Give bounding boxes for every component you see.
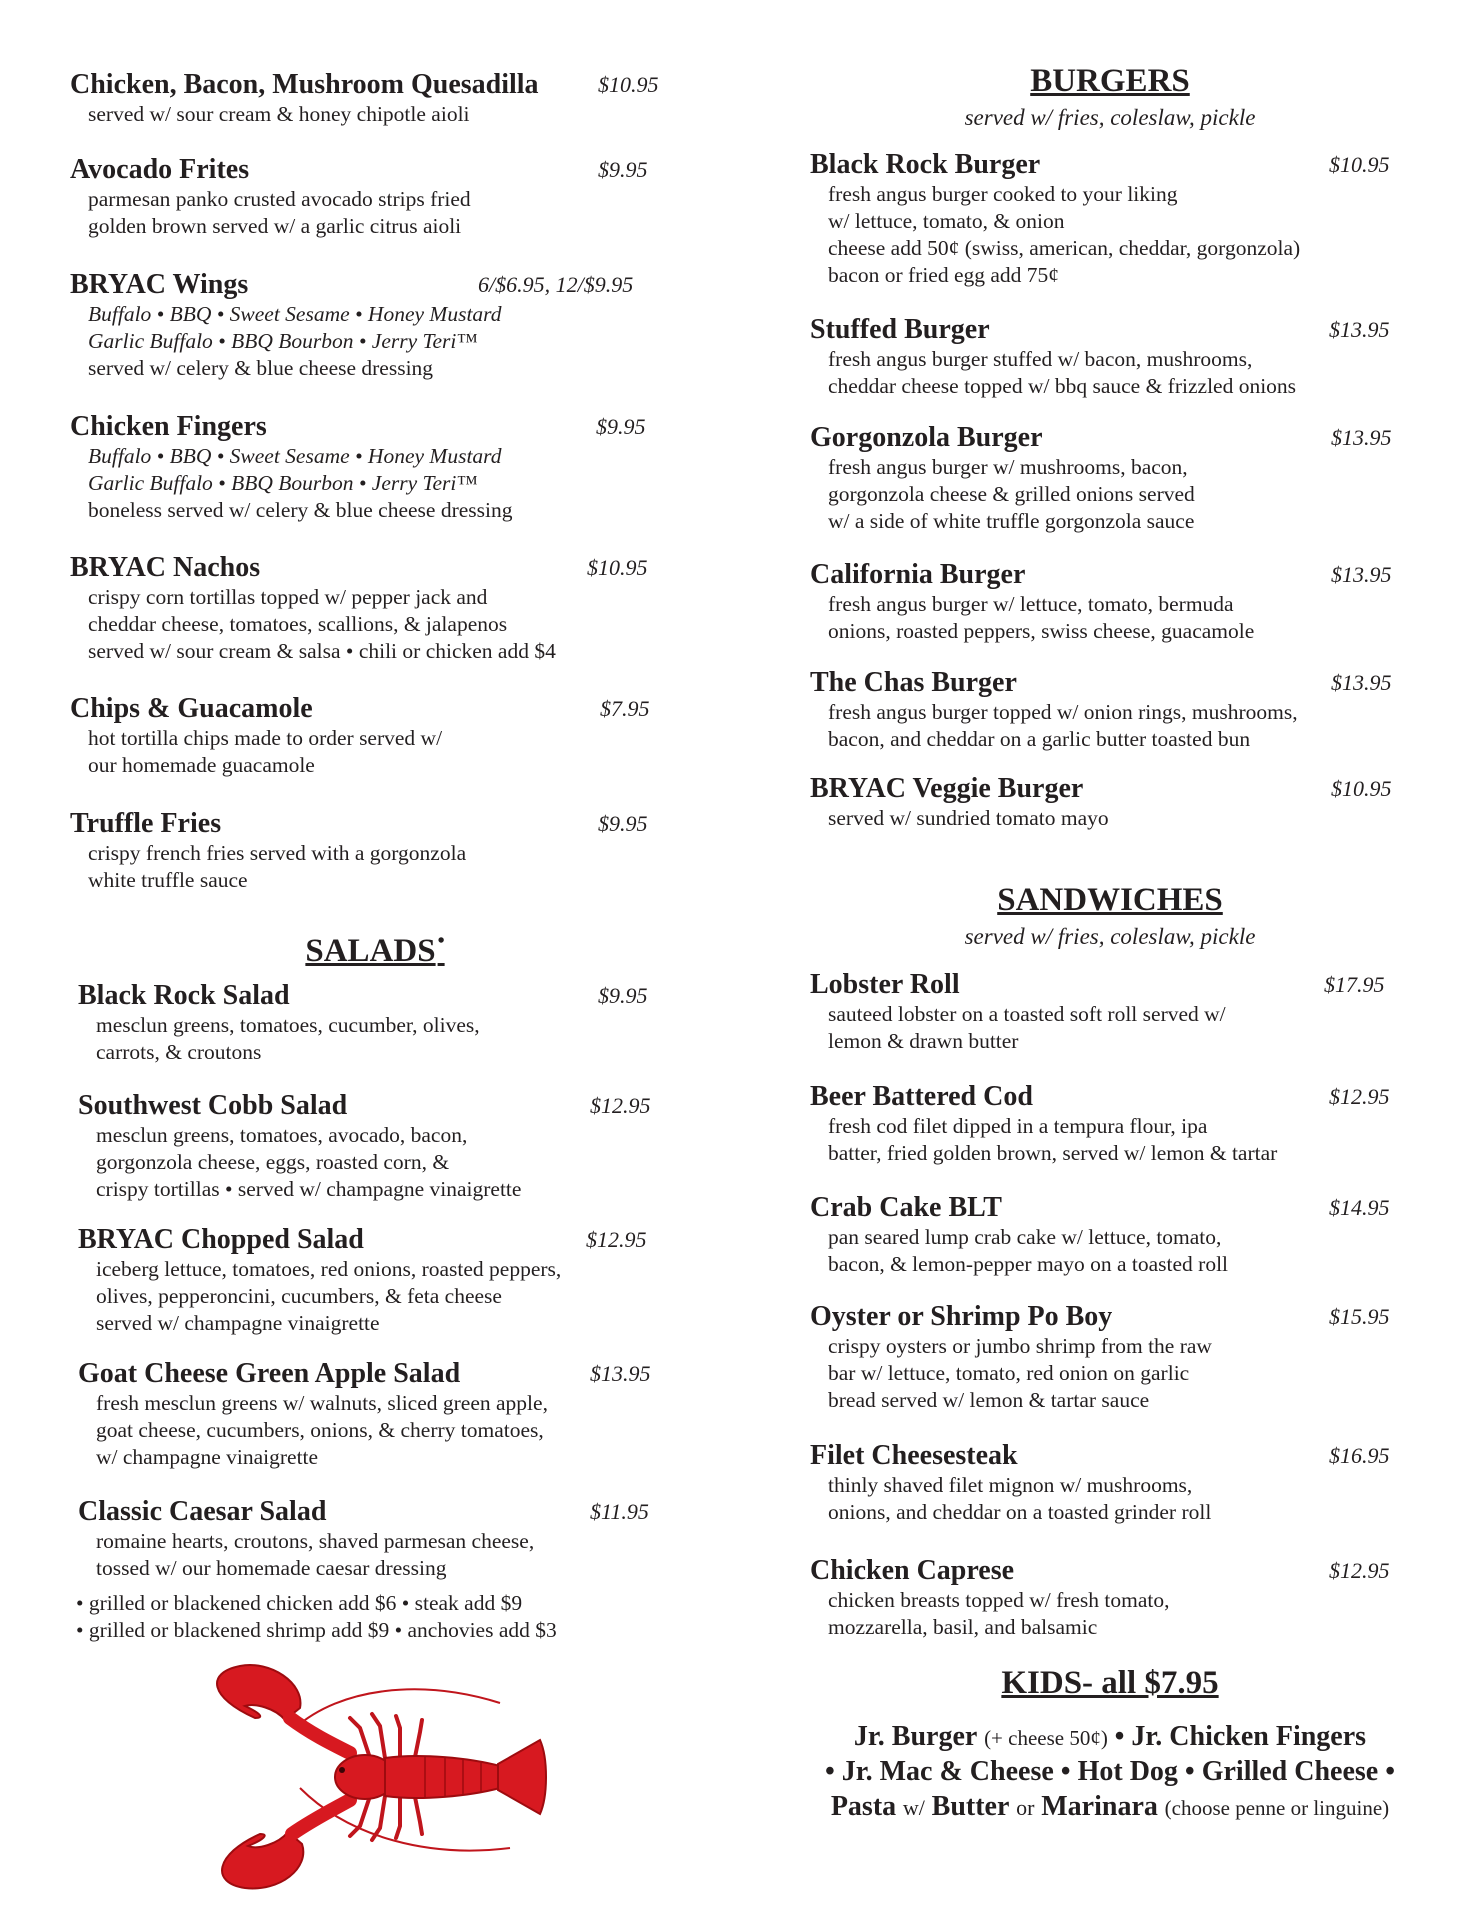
item-price: $10.95	[1331, 776, 1392, 801]
item-name: Stuffed Burger	[810, 314, 990, 345]
sauce-options: Garlic Buffalo • BBQ Bourbon • Jerry Teri™	[88, 329, 478, 353]
item-name: Goat Cheese Green Apple Salad	[78, 1358, 461, 1389]
item-name: Black Rock Burger	[810, 149, 1041, 180]
item-name: Beer Battered Cod	[810, 1081, 1033, 1112]
menu-item	[78, 1224, 680, 1337]
item-name: Chips & Guacamole	[70, 693, 313, 724]
item-price: $13.95	[590, 1361, 651, 1386]
item-price: $15.95	[1329, 1304, 1390, 1329]
kids-note: (+ cheese 50¢)	[984, 1726, 1108, 1750]
item-description: served w/ celery & blue cheese dressing	[88, 356, 434, 380]
item-name: Avocado Frites	[70, 154, 250, 185]
item-price: $13.95	[1331, 670, 1392, 695]
item-description: fresh cod filet dipped in a tempura flour, ipa	[828, 1114, 1208, 1138]
lobster-leg	[396, 1794, 400, 1838]
item-description: fresh angus burger w/ lettuce, tomato, bermuda	[828, 592, 1234, 616]
menu-item	[810, 773, 1410, 832]
lobster-icon	[200, 1658, 550, 1894]
salad-addon: • grilled or blackened shrimp add $9 • anchovies add $3	[76, 1618, 557, 1642]
lobster-tail	[498, 1740, 546, 1814]
item-description: cheddar cheese topped w/ bbq sauce & frizzled onions	[828, 374, 1297, 398]
item-price: $12.95	[586, 1227, 647, 1252]
menu-item	[70, 693, 680, 779]
item-description: gorgonzola cheese & grilled onions served	[828, 482, 1195, 506]
item-description: served w/ sundried tomato mayo	[828, 806, 1109, 830]
item-description: served w/ sour cream & honey chipotle aioli	[88, 102, 470, 126]
item-price: $13.95	[1331, 425, 1392, 450]
item-name: The Chas Burger	[810, 667, 1017, 698]
item-price: $16.95	[1329, 1443, 1390, 1468]
item-description: bar w/ lettuce, tomato, red onion on garlic	[828, 1361, 1190, 1385]
item-description: iceberg lettuce, tomatoes, red onions, roasted peppers,	[96, 1257, 562, 1281]
item-description: fresh angus burger w/ mushrooms, bacon,	[828, 455, 1188, 479]
section-title-salads: SALADS •	[305, 930, 445, 969]
item-name: Filet Cheesesteak	[810, 1440, 1018, 1471]
item-description: hot tortilla chips made to order served w/	[88, 726, 443, 750]
item-description: goat cheese, cucumbers, onions, & cherry tomatoes,	[96, 1418, 544, 1442]
item-description: sauteed lobster on a toasted soft roll served w/	[828, 1002, 1226, 1026]
menu-item	[70, 269, 680, 382]
item-price: $9.95	[596, 414, 646, 439]
item-description: bacon or fried egg add 75¢	[828, 263, 1060, 287]
item-description: golden brown served w/ a garlic citrus aioli	[88, 214, 462, 238]
lobster-eye	[339, 1767, 345, 1773]
item-description: white truffle sauce	[88, 868, 248, 892]
item-description: bread served w/ lemon & tartar sauce	[828, 1388, 1150, 1412]
kids-line: Pasta w/ Butter or Marinara (choose penne or linguine)	[830, 1791, 1390, 1822]
item-description: our homemade guacamole	[88, 753, 315, 777]
item-description: bacon, and cheddar on a garlic butter toasted bun	[828, 727, 1251, 751]
item-description: olives, pepperoncini, cucumbers, & feta cheese	[96, 1284, 502, 1308]
item-name: BRYAC Chopped Salad	[78, 1224, 364, 1255]
item-name: Lobster Roll	[810, 969, 960, 1000]
item-price: $9.95	[598, 811, 648, 836]
item-price: $9.95	[598, 983, 648, 1008]
item-name: BRYAC Wings	[70, 269, 249, 300]
item-price: $10.95	[598, 72, 659, 97]
item-name: Gorgonzola Burger	[810, 422, 1043, 453]
item-name: Black Rock Salad	[78, 980, 290, 1011]
kids-line	[810, 1719, 1410, 1756]
sauce-options: Garlic Buffalo • BBQ Bourbon • Jerry Teri™	[88, 471, 478, 495]
item-description: fresh angus burger topped w/ onion rings, mushrooms,	[828, 700, 1298, 724]
menu-item	[810, 559, 1410, 645]
item-price: $14.95	[1329, 1195, 1390, 1220]
item-description: pan seared lump crab cake w/ lettuce, tomato,	[828, 1225, 1222, 1249]
item-description: served w/ champagne vinaigrette	[96, 1311, 380, 1335]
item-description: mesclun greens, tomatoes, cucumber, olives,	[96, 1013, 480, 1037]
item-name: Truffle Fries	[70, 808, 222, 839]
item-description: gorgonzola cheese, eggs, roasted corn, &	[96, 1150, 450, 1174]
item-description: fresh angus burger stuffed w/ bacon, mushrooms,	[828, 347, 1253, 371]
item-description: carrots, & croutons	[96, 1040, 262, 1064]
item-description: tossed w/ our homemade caesar dressing	[96, 1556, 447, 1580]
item-name: Oyster or Shrimp Po Boy	[810, 1301, 1113, 1332]
menu-item	[78, 1358, 680, 1471]
item-price: $11.95	[590, 1499, 649, 1524]
item-name: Southwest Cobb Salad	[78, 1090, 348, 1121]
item-description: crispy corn tortillas topped w/ pepper jack and	[88, 585, 488, 609]
item-price: $9.95	[598, 157, 648, 182]
item-price: $17.95	[1324, 972, 1385, 997]
menu-item	[810, 1301, 1410, 1414]
item-price: $12.95	[1329, 1084, 1390, 1109]
menu-item	[70, 154, 680, 240]
menu-item	[810, 1081, 1410, 1167]
section-subtitle: served w/ fries, coleslaw, pickle	[964, 924, 1256, 949]
item-description: parmesan panko crusted avocado strips fried	[88, 187, 471, 211]
kids-item: • Jr. Chicken Fingers	[1114, 1721, 1367, 1752]
item-description: crispy french fries served with a gorgonzola	[88, 841, 467, 865]
menu-item	[70, 552, 680, 665]
item-description: bacon, & lemon-pepper mayo on a toasted roll	[828, 1252, 1229, 1276]
salad-addon: • grilled or blackened chicken add $6 • steak add $9	[76, 1591, 523, 1615]
menu-item	[70, 69, 680, 128]
item-description: cheddar cheese, tomatoes, scallions, & jalapenos	[88, 612, 508, 636]
sauce-options: Buffalo • BBQ • Sweet Sesame • Honey Mustard	[88, 444, 502, 468]
menu-item	[810, 149, 1410, 289]
menu-item	[810, 422, 1410, 535]
kids-item: • Jr. Mac & Cheese • Hot Dog • Grilled Cheese •	[824, 1756, 1396, 1787]
section-title-sandwiches: SANDWICHES	[997, 882, 1223, 918]
item-description: thinly shaved filet mignon w/ mushrooms,	[828, 1473, 1193, 1497]
item-description: cheese add 50¢ (swiss, american, cheddar, gorgonzola)	[828, 236, 1301, 260]
kids-line	[810, 1754, 1410, 1789]
kids-item: Butter	[931, 1791, 1010, 1822]
item-description: fresh angus burger cooked to your liking	[828, 182, 1178, 206]
item-price: $13.95	[1331, 562, 1392, 587]
item-price: 6/$6.95, 12/$9.95	[478, 272, 634, 297]
item-name: Chicken Caprese	[810, 1555, 1015, 1586]
section-title-burgers: BURGERS	[1030, 63, 1190, 99]
item-name: BRYAC Veggie Burger	[810, 773, 1084, 804]
item-name: Chicken, Bacon, Mushroom Quesadilla	[70, 69, 539, 100]
salads-title-mark: •	[437, 930, 445, 952]
item-price: $12.95	[590, 1093, 651, 1118]
kids-item: Jr. Burger	[853, 1721, 978, 1752]
section-subtitle: served w/ fries, coleslaw, pickle	[964, 105, 1256, 130]
kids-item: Pasta	[830, 1791, 897, 1822]
item-description: crispy oysters or jumbo shrimp from the raw	[828, 1334, 1212, 1358]
item-price: $13.95	[1329, 317, 1390, 342]
menu-item	[810, 1192, 1410, 1278]
item-description: fresh mesclun greens w/ walnuts, sliced green apple,	[96, 1391, 548, 1415]
item-description: crispy tortillas • served w/ champagne vinaigrette	[96, 1177, 522, 1201]
menu-item	[810, 969, 1410, 1055]
kids-note: (choose penne or linguine)	[1164, 1796, 1390, 1820]
lobster-leg	[372, 1714, 385, 1758]
item-name: Crab Cake BLT	[810, 1192, 1002, 1223]
menu-item	[810, 314, 1410, 400]
lobster-upper-arm	[290, 1718, 350, 1753]
menu-item	[810, 1440, 1410, 1526]
item-description: romaine hearts, croutons, shaved parmesan cheese,	[96, 1529, 535, 1553]
item-name: Chicken Fingers	[70, 411, 267, 442]
lobster-body	[385, 1756, 500, 1798]
item-name: Classic Caesar Salad	[78, 1496, 327, 1527]
section-title-kids: KIDS- all $7.95	[1001, 1665, 1219, 1701]
item-price: $12.95	[1329, 1558, 1390, 1583]
item-description: w/ lettuce, tomato, & onion	[828, 209, 1065, 233]
menu-item	[78, 980, 680, 1066]
item-name: California Burger	[810, 559, 1026, 590]
item-description: boneless served w/ celery & blue cheese dressing	[88, 498, 513, 522]
item-description: onions, roasted peppers, swiss cheese, guacamole	[828, 619, 1255, 643]
menu-item	[78, 1090, 680, 1203]
item-name: BRYAC Nachos	[70, 552, 261, 583]
item-description: onions, and cheddar on a toasted grinder roll	[828, 1500, 1212, 1524]
menu-item	[810, 1555, 1410, 1641]
item-price: $10.95	[1329, 152, 1390, 177]
item-description: w/ champagne vinaigrette	[96, 1445, 319, 1469]
kids-item: Marinara	[1041, 1791, 1158, 1822]
item-price: $10.95	[587, 555, 648, 580]
item-description: w/ a side of white truffle gorgonzola sauce	[828, 509, 1195, 533]
menu-item	[810, 667, 1410, 753]
item-description: batter, fried golden brown, served w/ lemon & tartar	[828, 1141, 1278, 1165]
item-description: chicken breasts topped w/ fresh tomato,	[828, 1588, 1170, 1612]
lobster-leg	[396, 1716, 400, 1760]
item-description: lemon & drawn butter	[828, 1029, 1019, 1053]
menu-item	[70, 808, 680, 894]
sauce-options: Buffalo • BBQ • Sweet Sesame • Honey Mustard	[88, 302, 502, 326]
menu-item	[78, 1496, 680, 1582]
item-description: served w/ sour cream & salsa • chili or chicken add $4	[88, 639, 556, 663]
item-description: mozzarella, basil, and balsamic	[828, 1615, 1098, 1639]
menu-item	[70, 411, 680, 524]
item-price: $7.95	[600, 696, 650, 721]
item-description: mesclun greens, tomatoes, avocado, bacon,	[96, 1123, 468, 1147]
